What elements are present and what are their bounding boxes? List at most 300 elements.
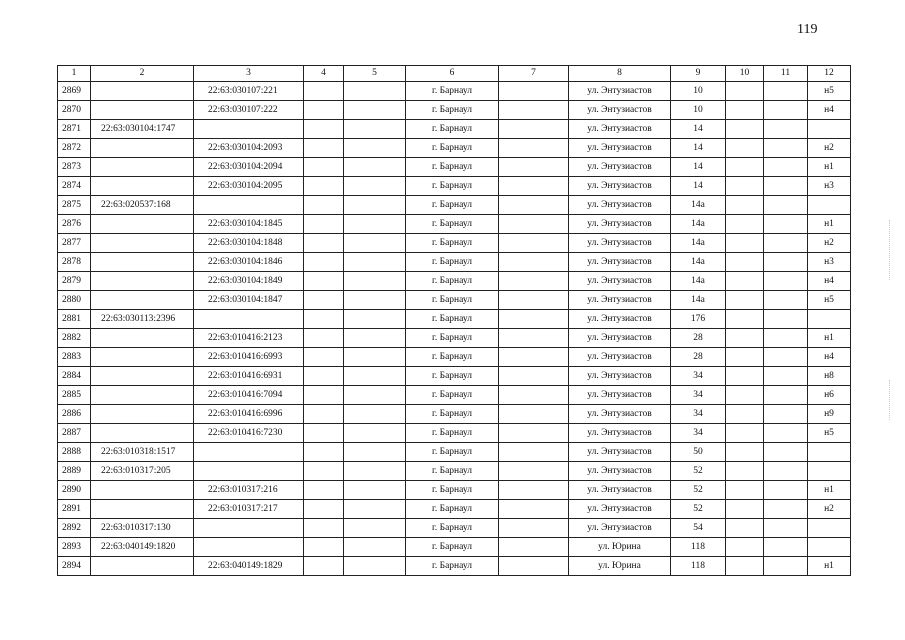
col-7-cell xyxy=(499,196,569,215)
premise-number-cell: н4 xyxy=(808,272,851,291)
premise-number-cell: н9 xyxy=(808,405,851,424)
street-cell: ул. Энтузиастов xyxy=(569,158,671,177)
house-number-cell: 14а xyxy=(671,272,726,291)
cadastral-number-cell xyxy=(194,443,304,462)
col-11-cell xyxy=(764,519,808,538)
cadastral-number-parent-cell: 22:63:020537:168 xyxy=(91,196,194,215)
row-number-cell: 2887 xyxy=(58,424,91,443)
street-cell: ул. Энтузиастов xyxy=(569,481,671,500)
city-cell: г. Барнаул xyxy=(406,310,499,329)
table-row xyxy=(58,177,851,196)
table-row xyxy=(58,557,851,576)
col-10-cell xyxy=(726,196,764,215)
city-cell: г. Барнаул xyxy=(406,329,499,348)
street-cell: ул. Энтузиастов xyxy=(569,215,671,234)
cadastral-number-parent-cell xyxy=(91,82,194,101)
premise-number-cell xyxy=(808,519,851,538)
city-cell: г. Барнаул xyxy=(406,158,499,177)
table-row xyxy=(58,424,851,443)
cadastral-number-cell: 22:63:040149:1829 xyxy=(194,557,304,576)
col-10-cell xyxy=(726,443,764,462)
row-number-cell: 2880 xyxy=(58,291,91,310)
col-5-cell xyxy=(344,538,406,557)
table-body xyxy=(58,82,851,576)
house-number-cell: 52 xyxy=(671,462,726,481)
cadastral-number-cell: 22:63:010416:7094 xyxy=(194,386,304,405)
row-number-cell: 2884 xyxy=(58,367,91,386)
premise-number-cell: н5 xyxy=(808,291,851,310)
cadastral-number-parent-cell xyxy=(91,557,194,576)
col-11-cell xyxy=(764,481,808,500)
table-row xyxy=(58,82,851,101)
cadastral-number-parent-cell xyxy=(91,253,194,272)
row-number-cell: 2893 xyxy=(58,538,91,557)
city-cell: г. Барнаул xyxy=(406,215,499,234)
premise-number-cell: н1 xyxy=(808,329,851,348)
street-cell: ул. Энтузиастов xyxy=(569,500,671,519)
col-10-cell xyxy=(726,386,764,405)
col-5-cell xyxy=(344,253,406,272)
row-number-cell: 2883 xyxy=(58,348,91,367)
city-cell: г. Барнаул xyxy=(406,348,499,367)
cadastral-number-parent-cell: 22:63:010317:205 xyxy=(91,462,194,481)
table-header xyxy=(58,66,851,82)
column-header: 11 xyxy=(764,66,808,82)
city-cell: г. Барнаул xyxy=(406,443,499,462)
col-4-cell xyxy=(304,386,344,405)
house-number-cell: 118 xyxy=(671,557,726,576)
col-10-cell xyxy=(726,253,764,272)
house-number-cell: 14а xyxy=(671,253,726,272)
cadastral-number-parent-cell xyxy=(91,405,194,424)
premise-number-cell xyxy=(808,462,851,481)
col-10-cell xyxy=(726,291,764,310)
table-row xyxy=(58,367,851,386)
street-cell: ул. Энтузиастов xyxy=(569,272,671,291)
house-number-cell: 14а xyxy=(671,291,726,310)
col-7-cell xyxy=(499,310,569,329)
col-11-cell xyxy=(764,500,808,519)
street-cell: ул. Энтузиастов xyxy=(569,82,671,101)
col-5-cell xyxy=(344,291,406,310)
cadastral-number-cell: 22:63:030104:1848 xyxy=(194,234,304,253)
cadastral-number-cell: 22:63:030104:2094 xyxy=(194,158,304,177)
cadastral-number-cell xyxy=(194,310,304,329)
table-row xyxy=(58,272,851,291)
street-cell: ул. Энтузиастов xyxy=(569,120,671,139)
cadastral-number-parent-cell xyxy=(91,367,194,386)
house-number-cell: 10 xyxy=(671,82,726,101)
cadastral-number-cell: 22:63:010416:6993 xyxy=(194,348,304,367)
premise-number-cell: н2 xyxy=(808,500,851,519)
cadastral-number-parent-cell xyxy=(91,272,194,291)
premise-number-cell: н1 xyxy=(808,158,851,177)
street-cell: ул. Энтузиастов xyxy=(569,424,671,443)
col-10-cell xyxy=(726,519,764,538)
house-number-cell: 14 xyxy=(671,158,726,177)
col-7-cell xyxy=(499,139,569,158)
table-row xyxy=(58,405,851,424)
premise-number-cell: н3 xyxy=(808,177,851,196)
house-number-cell: 52 xyxy=(671,500,726,519)
col-5-cell xyxy=(344,405,406,424)
street-cell: ул. Энтузиастов xyxy=(569,139,671,158)
city-cell: г. Барнаул xyxy=(406,386,499,405)
col-7-cell xyxy=(499,443,569,462)
col-11-cell xyxy=(764,443,808,462)
cadastral-number-cell: 22:63:030104:1846 xyxy=(194,253,304,272)
scan-margin-dots xyxy=(889,380,891,420)
cadastral-number-cell: 22:63:030104:2093 xyxy=(194,139,304,158)
table-row xyxy=(58,386,851,405)
row-number-cell: 2881 xyxy=(58,310,91,329)
col-7-cell xyxy=(499,291,569,310)
street-cell: ул. Энтузиастов xyxy=(569,196,671,215)
col-5-cell xyxy=(344,348,406,367)
cadastral-number-parent-cell xyxy=(91,386,194,405)
street-cell: ул. Энтузиастов xyxy=(569,462,671,481)
col-5-cell xyxy=(344,386,406,405)
col-7-cell xyxy=(499,158,569,177)
col-4-cell xyxy=(304,481,344,500)
col-7-cell xyxy=(499,367,569,386)
col-11-cell xyxy=(764,538,808,557)
house-number-cell: 52 xyxy=(671,481,726,500)
house-number-cell: 34 xyxy=(671,424,726,443)
col-7-cell xyxy=(499,101,569,120)
col-11-cell xyxy=(764,424,808,443)
col-4-cell xyxy=(304,538,344,557)
premise-number-cell: н6 xyxy=(808,386,851,405)
row-number-cell: 2879 xyxy=(58,272,91,291)
cadastral-number-parent-cell xyxy=(91,101,194,120)
house-number-cell: 14а xyxy=(671,234,726,253)
col-11-cell xyxy=(764,196,808,215)
cadastral-number-parent-cell xyxy=(91,500,194,519)
col-7-cell xyxy=(499,272,569,291)
city-cell: г. Барнаул xyxy=(406,557,499,576)
column-header: 3 xyxy=(194,66,304,82)
col-4-cell xyxy=(304,139,344,158)
city-cell: г. Барнаул xyxy=(406,177,499,196)
cadastral-number-cell xyxy=(194,519,304,538)
premise-number-cell: н2 xyxy=(808,139,851,158)
table-row xyxy=(58,329,851,348)
column-header: 2 xyxy=(91,66,194,82)
cadastral-number-parent-cell xyxy=(91,481,194,500)
col-4-cell xyxy=(304,291,344,310)
col-7-cell xyxy=(499,557,569,576)
row-number-cell: 2882 xyxy=(58,329,91,348)
cadastral-number-parent-cell xyxy=(91,215,194,234)
street-cell: ул. Энтузиастов xyxy=(569,386,671,405)
col-10-cell xyxy=(726,329,764,348)
col-7-cell xyxy=(499,462,569,481)
col-11-cell xyxy=(764,329,808,348)
table-row xyxy=(58,158,851,177)
premise-number-cell xyxy=(808,196,851,215)
table-row xyxy=(58,253,851,272)
premise-number-cell: н1 xyxy=(808,557,851,576)
col-7-cell xyxy=(499,253,569,272)
col-11-cell xyxy=(764,367,808,386)
col-11-cell xyxy=(764,310,808,329)
col-5-cell xyxy=(344,82,406,101)
col-11-cell xyxy=(764,82,808,101)
premise-number-cell: н2 xyxy=(808,234,851,253)
table-row xyxy=(58,519,851,538)
house-number-cell: 54 xyxy=(671,519,726,538)
col-10-cell xyxy=(726,424,764,443)
premise-number-cell xyxy=(808,310,851,329)
premise-number-cell: н1 xyxy=(808,481,851,500)
col-5-cell xyxy=(344,424,406,443)
col-10-cell xyxy=(726,405,764,424)
col-4-cell xyxy=(304,500,344,519)
house-number-cell: 14 xyxy=(671,177,726,196)
cadastral-number-cell xyxy=(194,462,304,481)
cadastral-number-cell: 22:63:030104:1847 xyxy=(194,291,304,310)
house-number-cell: 28 xyxy=(671,348,726,367)
cadastral-number-cell: 22:63:030107:222 xyxy=(194,101,304,120)
col-10-cell xyxy=(726,215,764,234)
col-7-cell xyxy=(499,519,569,538)
scan-margin-dots xyxy=(889,220,891,280)
table-row xyxy=(58,443,851,462)
col-11-cell xyxy=(764,234,808,253)
col-4-cell xyxy=(304,329,344,348)
street-cell: ул. Энтузиастов xyxy=(569,348,671,367)
cadastral-number-parent-cell: 22:63:040149:1820 xyxy=(91,538,194,557)
col-7-cell xyxy=(499,82,569,101)
street-cell: ул. Энтузиастов xyxy=(569,101,671,120)
col-7-cell xyxy=(499,329,569,348)
cadastral-number-cell: 22:63:030104:2095 xyxy=(194,177,304,196)
city-cell: г. Барнаул xyxy=(406,538,499,557)
col-5-cell xyxy=(344,158,406,177)
col-4-cell xyxy=(304,215,344,234)
row-number-cell: 2890 xyxy=(58,481,91,500)
city-cell: г. Барнаул xyxy=(406,196,499,215)
col-7-cell xyxy=(499,177,569,196)
row-number-cell: 2891 xyxy=(58,500,91,519)
col-10-cell xyxy=(726,177,764,196)
house-number-cell: 14 xyxy=(671,139,726,158)
col-11-cell xyxy=(764,139,808,158)
city-cell: г. Барнаул xyxy=(406,120,499,139)
city-cell: г. Барнаул xyxy=(406,405,499,424)
house-number-cell: 176 xyxy=(671,310,726,329)
col-4-cell xyxy=(304,177,344,196)
city-cell: г. Барнаул xyxy=(406,367,499,386)
col-11-cell xyxy=(764,120,808,139)
house-number-cell: 34 xyxy=(671,386,726,405)
col-4-cell xyxy=(304,557,344,576)
city-cell: г. Барнаул xyxy=(406,234,499,253)
col-11-cell xyxy=(764,348,808,367)
premise-number-cell xyxy=(808,538,851,557)
col-4-cell xyxy=(304,367,344,386)
col-10-cell xyxy=(726,557,764,576)
street-cell: ул. Энтузиастов xyxy=(569,291,671,310)
city-cell: г. Барнаул xyxy=(406,272,499,291)
street-cell: ул. Энтузиастов xyxy=(569,367,671,386)
col-7-cell xyxy=(499,120,569,139)
col-5-cell xyxy=(344,443,406,462)
table-row xyxy=(58,120,851,139)
table-row xyxy=(58,310,851,329)
premise-number-cell: н5 xyxy=(808,424,851,443)
cadastral-number-parent-cell: 22:63:030104:1747 xyxy=(91,120,194,139)
house-number-cell: 10 xyxy=(671,101,726,120)
house-number-cell: 14а xyxy=(671,196,726,215)
city-cell: г. Барнаул xyxy=(406,462,499,481)
cadastral-number-cell: 22:63:010416:6931 xyxy=(194,367,304,386)
table-row xyxy=(58,139,851,158)
col-10-cell xyxy=(726,120,764,139)
row-number-cell: 2878 xyxy=(58,253,91,272)
row-number-cell: 2889 xyxy=(58,462,91,481)
col-11-cell xyxy=(764,291,808,310)
cadastral-number-cell: 22:63:010317:216 xyxy=(194,481,304,500)
premise-number-cell: н8 xyxy=(808,367,851,386)
street-cell: ул. Энтузиастов xyxy=(569,405,671,424)
city-cell: г. Барнаул xyxy=(406,500,499,519)
col-7-cell xyxy=(499,386,569,405)
col-5-cell xyxy=(344,462,406,481)
row-number-cell: 2877 xyxy=(58,234,91,253)
col-11-cell xyxy=(764,557,808,576)
col-4-cell xyxy=(304,405,344,424)
col-5-cell xyxy=(344,215,406,234)
premise-number-cell xyxy=(808,443,851,462)
col-4-cell xyxy=(304,196,344,215)
col-4-cell xyxy=(304,424,344,443)
col-4-cell xyxy=(304,234,344,253)
col-11-cell xyxy=(764,101,808,120)
col-11-cell xyxy=(764,462,808,481)
col-5-cell xyxy=(344,500,406,519)
column-header: 4 xyxy=(304,66,344,82)
col-4-cell xyxy=(304,310,344,329)
column-header: 7 xyxy=(499,66,569,82)
street-cell: ул. Юрина xyxy=(569,557,671,576)
col-11-cell xyxy=(764,215,808,234)
cadastral-number-parent-cell xyxy=(91,291,194,310)
column-header: 5 xyxy=(344,66,406,82)
table-row xyxy=(58,215,851,234)
cadastral-number-cell: 22:63:030107:221 xyxy=(194,82,304,101)
col-7-cell xyxy=(499,215,569,234)
col-11-cell xyxy=(764,405,808,424)
cadastral-number-parent-cell xyxy=(91,158,194,177)
house-number-cell: 28 xyxy=(671,329,726,348)
house-number-cell: 14 xyxy=(671,120,726,139)
street-cell: ул. Энтузиастов xyxy=(569,234,671,253)
city-cell: г. Барнаул xyxy=(406,481,499,500)
col-7-cell xyxy=(499,405,569,424)
col-11-cell xyxy=(764,177,808,196)
col-5-cell xyxy=(344,196,406,215)
col-5-cell xyxy=(344,481,406,500)
street-cell: ул. Юрина xyxy=(569,538,671,557)
col-5-cell xyxy=(344,367,406,386)
column-header: 8 xyxy=(569,66,671,82)
row-number-cell: 2886 xyxy=(58,405,91,424)
cadastral-number-cell: 22:63:010416:6996 xyxy=(194,405,304,424)
registry-table xyxy=(57,65,851,576)
col-4-cell xyxy=(304,120,344,139)
table-row xyxy=(58,101,851,120)
cadastral-number-cell xyxy=(194,538,304,557)
table-row xyxy=(58,500,851,519)
col-4-cell xyxy=(304,101,344,120)
cadastral-number-parent-cell xyxy=(91,177,194,196)
street-cell: ул. Энтузиастов xyxy=(569,177,671,196)
col-7-cell xyxy=(499,234,569,253)
col-5-cell xyxy=(344,272,406,291)
col-4-cell xyxy=(304,519,344,538)
cadastral-number-parent-cell: 22:63:030113:2396 xyxy=(91,310,194,329)
premise-number-cell: н4 xyxy=(808,101,851,120)
city-cell: г. Барнаул xyxy=(406,424,499,443)
street-cell: ул. Энтузиастов xyxy=(569,253,671,272)
row-number-cell: 2872 xyxy=(58,139,91,158)
col-5-cell xyxy=(344,120,406,139)
column-header: 6 xyxy=(406,66,499,82)
table-row xyxy=(58,462,851,481)
column-header: 9 xyxy=(671,66,726,82)
column-header: 1 xyxy=(58,66,91,82)
cadastral-number-parent-cell xyxy=(91,424,194,443)
col-5-cell xyxy=(344,177,406,196)
street-cell: ул. Энтузиастов xyxy=(569,329,671,348)
house-number-cell: 34 xyxy=(671,367,726,386)
column-header: 10 xyxy=(726,66,764,82)
row-number-cell: 2875 xyxy=(58,196,91,215)
city-cell: г. Барнаул xyxy=(406,101,499,120)
col-10-cell xyxy=(726,101,764,120)
col-7-cell xyxy=(499,538,569,557)
cadastral-number-parent-cell: 22:63:010318:1517 xyxy=(91,443,194,462)
premise-number-cell: н1 xyxy=(808,215,851,234)
premise-number-cell: н3 xyxy=(808,253,851,272)
col-5-cell xyxy=(344,557,406,576)
col-4-cell xyxy=(304,82,344,101)
house-number-cell: 50 xyxy=(671,443,726,462)
col-10-cell xyxy=(726,234,764,253)
city-cell: г. Барнаул xyxy=(406,291,499,310)
col-11-cell xyxy=(764,272,808,291)
city-cell: г. Барнаул xyxy=(406,519,499,538)
col-4-cell xyxy=(304,272,344,291)
premise-number-cell xyxy=(808,120,851,139)
col-10-cell xyxy=(726,310,764,329)
col-10-cell xyxy=(726,348,764,367)
col-10-cell xyxy=(726,500,764,519)
col-4-cell xyxy=(304,348,344,367)
cadastral-number-parent-cell xyxy=(91,348,194,367)
cadastral-number-parent-cell xyxy=(91,329,194,348)
col-7-cell xyxy=(499,424,569,443)
col-10-cell xyxy=(726,538,764,557)
column-header: 12 xyxy=(808,66,851,82)
cadastral-number-parent-cell xyxy=(91,139,194,158)
col-4-cell xyxy=(304,158,344,177)
row-number-cell: 2870 xyxy=(58,101,91,120)
cadastral-number-cell: 22:63:010317:217 xyxy=(194,500,304,519)
cadastral-number-cell: 22:63:030104:1849 xyxy=(194,272,304,291)
